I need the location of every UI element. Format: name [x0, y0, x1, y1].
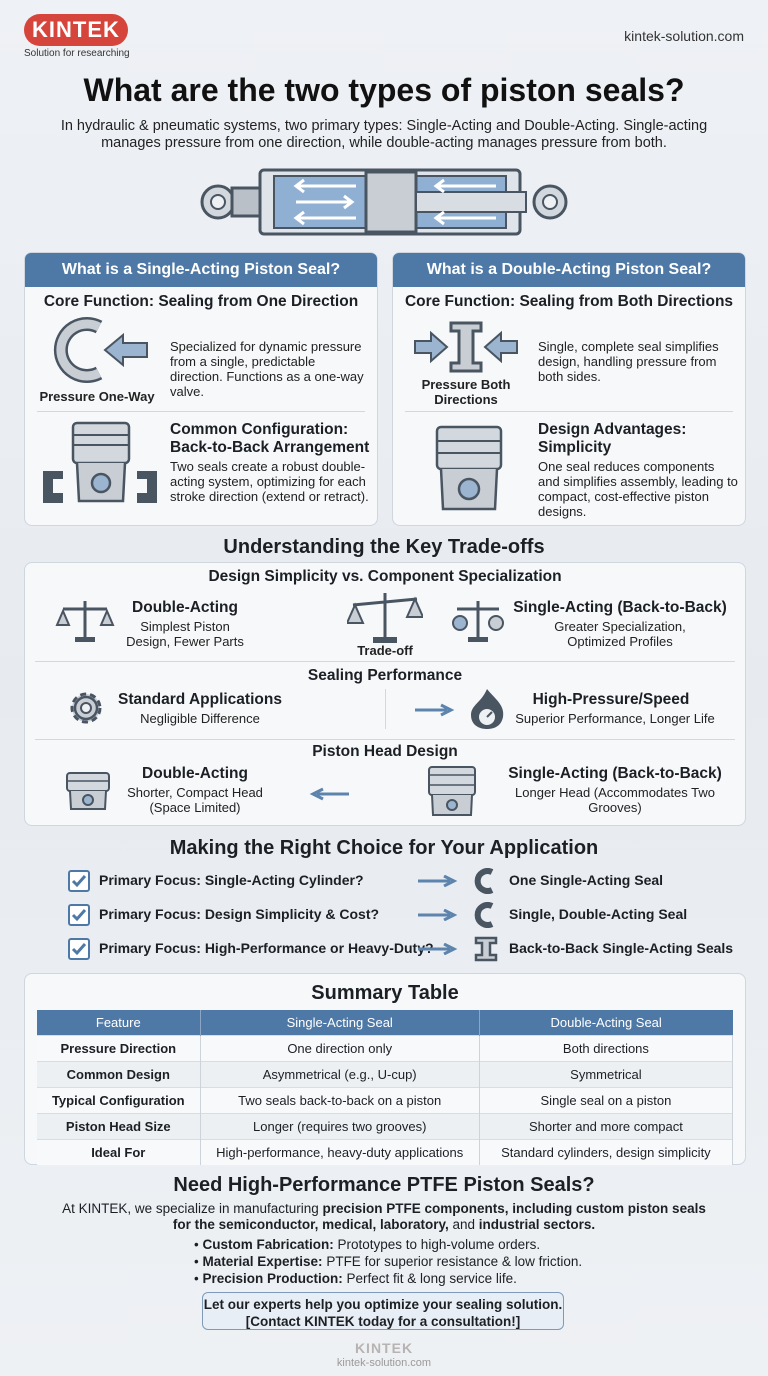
table-header: Single-Acting Seal [200, 1010, 479, 1036]
choice-result: One Single-Acting Seal [509, 872, 664, 888]
compact-piston-icon [419, 423, 519, 515]
both-directions-pressure-icon [411, 319, 521, 377]
single-config-text: Two seals create a robust double-acting system, optimizing for each stroke direction (extend or retract). [170, 459, 369, 504]
table-row: Typical Configuration Two seals back-to-back on a piston Single seal on a piston [37, 1088, 733, 1114]
choice-list [68, 868, 748, 968]
tradeoff-s1-left-title: Double-Acting [132, 599, 238, 616]
table-row: Piston Head Size Longer (requires two grooves) Shorter and more compact [37, 1114, 733, 1140]
list-item: • Material Expertise: PTFE for superior resistance & low friction. [194, 1254, 583, 1269]
intro-text: In hydraulic & pneumatic systems, two primary types: Single-Acting and Double-Acting. Single-acting manages pressure from one direction, while double-acting manages pressure from both. [60, 118, 708, 151]
single-config-title: Common Configuration: Back-to-Back Arrangement [170, 421, 370, 456]
single-core-title: Core Function: Sealing from One Direction [43, 293, 359, 310]
single-acting-heading: What is a Single-Acting Piston Seal? [25, 253, 377, 287]
tradeoff-s2-left-text: Negligible Difference [140, 711, 260, 726]
gear-icon [65, 687, 107, 729]
checkbox-checked-icon [68, 904, 90, 926]
double-acting-heading: What is a Double-Acting Piston Seal? [393, 253, 745, 287]
double-core-title: Core Function: Sealing from Both Directions [404, 293, 734, 310]
footer-logo: KINTEK [354, 1340, 414, 1356]
double-core-text: Single, complete seal simplifies design, handling pressure from both sides. [538, 339, 719, 384]
choice-row [68, 936, 748, 962]
tradeoff-label: Trade-off [357, 643, 413, 658]
list-item: • Precision Production: Perfect fit & long service life. [194, 1271, 517, 1286]
promo-bullets [194, 1236, 582, 1287]
page-title: What are the two types of piston seals? [83, 72, 685, 108]
choice-title: Making the Right Choice for Your Application [169, 837, 599, 859]
contact-cta-button[interactable]: Let our experts help you optimize your sealing solution. [Contact KINTEK today for a consultation!] [202, 1292, 564, 1330]
summary-table [37, 1010, 733, 1165]
single-core-text: Specialized for dynamic pressure from a single, predictable direction. Functions as a one-way valve. [170, 339, 364, 399]
kintek-logo[interactable]: KINTEK [24, 14, 128, 46]
tradeoff-s3-left-title: Double-Acting [142, 765, 248, 782]
tradeoff-scale-icon [347, 589, 423, 647]
checkbox-checked-icon [68, 870, 90, 892]
arrow-right-icon [416, 943, 460, 955]
c-seal-icon [470, 902, 498, 928]
tradeoffs-panel [24, 562, 746, 826]
table-row: Ideal For High-performance, heavy-duty applications Standard cylinders, design simplicity [37, 1140, 733, 1166]
tradeoff-s1-right-title: Single-Acting (Back-to-Back) [513, 599, 727, 616]
i-seal-icon [472, 936, 500, 962]
both-directions-label: Pressure Both Directions [421, 377, 511, 407]
flame-gauge-icon [467, 687, 507, 731]
tradeoff-s1-left-text: Simplest Piston Design, Fewer Parts [126, 619, 244, 649]
arrow-left-icon [307, 787, 351, 801]
arrow-right-icon [416, 875, 460, 887]
tradeoff-s3-title: Piston Head Design [312, 743, 458, 760]
tradeoff-s1-title: Design Simplicity vs. Component Specialization [208, 568, 562, 585]
tradeoffs-title: Understanding the Key Trade-offs [223, 536, 545, 558]
checkbox-checked-icon [68, 938, 90, 960]
long-piston-icon [425, 763, 479, 819]
specialized-scale-icon [449, 597, 507, 645]
tradeoff-s2-title: Sealing Performance [307, 667, 463, 684]
tradeoff-s3-right-title: Single-Acting (Back-to-Back) [508, 765, 722, 782]
promo-title: Need High-Performance PTFE Piston Seals? [173, 1174, 595, 1196]
table-header: Feature [37, 1010, 200, 1036]
c-seal-icon [470, 868, 498, 894]
hydraulic-cylinder-icon [196, 162, 572, 250]
one-way-pressure-icon [47, 317, 157, 387]
arrow-right-icon [416, 909, 460, 921]
summary-title: Summary Table [311, 982, 459, 1004]
summary-panel [24, 973, 746, 1165]
double-adv-text: One seal reduces components and simplifies assembly, leading to compact, cost-effective piston designs. [538, 459, 738, 519]
choice-row [68, 902, 748, 928]
choice-focus: Primary Focus: Design Simplicity & Cost? [99, 906, 380, 922]
list-item: • Custom Fabrication: Prototypes to high-volume orders. [194, 1237, 541, 1252]
table-row: Pressure Direction One direction only Both directions [37, 1036, 733, 1062]
double-adv-title: Design Advantages: Simplicity [538, 421, 687, 456]
one-way-label: Pressure One-Way [39, 389, 155, 404]
choice-result: Back-to-Back Single-Acting Seals [509, 940, 734, 956]
tradeoff-s3-right-text: Longer Head (Accommodates Two Grooves) [515, 785, 715, 815]
tradeoff-s2-right-title: High-Pressure/Speed [532, 691, 690, 708]
double-acting-card [392, 252, 746, 526]
tradeoff-s2-left-title: Standard Applications [118, 691, 282, 708]
site-url[interactable]: kintek-solution.com [624, 28, 744, 44]
back-to-back-piston-icon [39, 419, 161, 515]
footer-site-url[interactable]: kintek-solution.com [336, 1357, 432, 1369]
choice-result: Single, Double-Acting Seal [509, 906, 688, 922]
table-header: Double-Acting Seal [479, 1010, 732, 1036]
promo-paragraph: At KINTEK, we specialize in manufacturing precision PTFE components, including custom piston seals for the semiconductor, medical, laboratory, and industrial sectors. [62, 1201, 706, 1232]
tradeoff-s3-left-text: Shorter, Compact Head (Space Limited) [127, 785, 263, 815]
single-acting-card [24, 252, 378, 526]
arrow-right-icon [413, 703, 457, 717]
tradeoff-s2-right-text: Superior Performance, Longer Life [515, 711, 715, 726]
choice-focus: Primary Focus: Single-Acting Cylinder? [99, 872, 364, 888]
logo-tagline: Solution for researching [24, 48, 130, 59]
table-row: Common Design Asymmetrical (e.g., U-cup) Symmetrical [37, 1062, 733, 1088]
choice-focus: Primary Focus: High-Performance or Heavy-Duty? [99, 940, 434, 956]
tradeoff-s1-right-text: Greater Specialization, Optimized Profiles [554, 619, 686, 649]
balance-scale-icon [55, 597, 115, 645]
short-piston-icon [63, 769, 113, 813]
choice-row [68, 868, 748, 894]
